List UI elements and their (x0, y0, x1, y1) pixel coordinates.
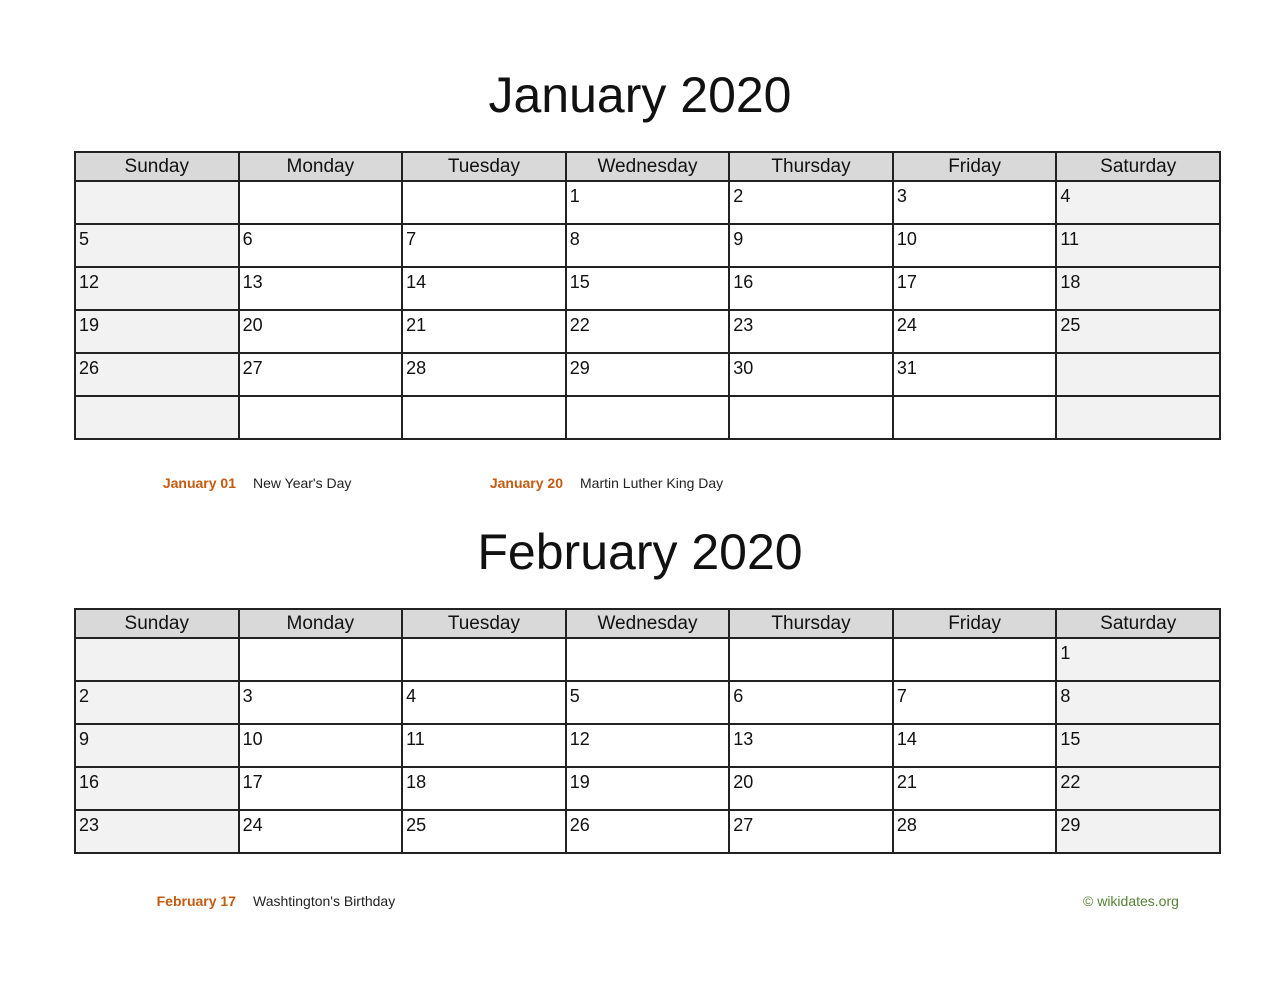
day-cell[interactable] (1056, 267, 1220, 310)
day-cell[interactable] (402, 310, 566, 353)
day-cell[interactable] (729, 638, 893, 681)
day-cell[interactable] (402, 767, 566, 810)
day-cell[interactable] (402, 638, 566, 681)
day-number: 15 (569, 272, 590, 292)
weekday-header-row (75, 609, 1220, 638)
day-number: 26 (569, 815, 590, 835)
day-cell[interactable] (402, 681, 566, 724)
day-cell[interactable] (75, 353, 239, 396)
january-holiday-list (0, 475, 1280, 495)
day-cell[interactable] (402, 724, 566, 767)
february-title: February 2020 (477, 524, 803, 580)
day-number: 6 (733, 686, 744, 706)
day-number: 7 (896, 686, 907, 706)
day-number: 22 (569, 315, 590, 335)
day-cell[interactable] (239, 681, 403, 724)
day-number: 14 (896, 729, 917, 749)
day-cell[interactable] (893, 681, 1057, 724)
day-cell[interactable] (893, 638, 1057, 681)
day-cell[interactable] (402, 224, 566, 267)
holiday-name: New Year's Day (253, 475, 352, 491)
day-cell[interactable] (402, 810, 566, 853)
week-row (75, 353, 1220, 396)
day-cell[interactable] (893, 310, 1057, 353)
day-cell[interactable] (1056, 396, 1220, 439)
weekday-header-thursday: Thursday (729, 609, 893, 638)
weekday-header-friday: Friday (893, 152, 1057, 181)
day-cell[interactable] (1056, 181, 1220, 224)
day-number (76, 182, 238, 187)
day-cell[interactable] (566, 724, 730, 767)
day-number: 13 (242, 272, 263, 292)
day-cell[interactable] (729, 810, 893, 853)
day-number (240, 639, 402, 644)
weekday-header-wednesday: Wednesday (566, 609, 730, 638)
day-number (894, 639, 1056, 644)
week-row (75, 267, 1220, 310)
day-number (240, 182, 402, 187)
week-row (75, 224, 1220, 267)
day-cell[interactable] (239, 767, 403, 810)
day-cell[interactable] (893, 181, 1057, 224)
day-number: 3 (896, 186, 907, 206)
holiday-date: January 20 (489, 475, 563, 491)
weekday-header-wednesday: Wednesday (566, 152, 730, 181)
weekday-header-saturday: Saturday (1056, 609, 1220, 638)
day-cell[interactable] (566, 767, 730, 810)
day-cell[interactable] (1056, 638, 1220, 681)
day-number: 8 (569, 229, 580, 249)
day-number: 31 (896, 358, 917, 378)
credit-link[interactable]: © wikidates.org (1083, 893, 1179, 909)
week-row (75, 767, 1220, 810)
day-cell[interactable] (75, 310, 239, 353)
day-cell[interactable] (239, 181, 403, 224)
day-cell[interactable] (729, 310, 893, 353)
day-number (894, 397, 1056, 402)
day-cell[interactable] (239, 638, 403, 681)
day-cell[interactable] (1056, 310, 1220, 353)
day-number (403, 397, 565, 402)
day-number: 28 (406, 358, 427, 378)
day-number: 25 (1060, 315, 1081, 335)
day-cell[interactable] (729, 724, 893, 767)
day-number: 9 (79, 729, 90, 749)
day-number: 11 (1060, 229, 1080, 249)
weekday-header-sunday: Sunday (75, 609, 239, 638)
day-number: 14 (406, 272, 427, 292)
day-number: 18 (1060, 272, 1081, 292)
day-cell[interactable] (75, 681, 239, 724)
day-number: 20 (733, 772, 754, 792)
day-cell[interactable] (893, 810, 1057, 853)
day-number: 16 (733, 272, 754, 292)
weekday-header-tuesday: Tuesday (402, 152, 566, 181)
weekday-header-friday: Friday (893, 609, 1057, 638)
day-cell[interactable] (75, 767, 239, 810)
day-cell[interactable] (893, 396, 1057, 439)
day-number: 9 (733, 229, 744, 249)
day-cell[interactable] (566, 396, 730, 439)
day-cell[interactable] (893, 724, 1057, 767)
january-title: January 2020 (488, 67, 792, 123)
day-cell[interactable] (893, 767, 1057, 810)
day-number: 7 (406, 229, 417, 249)
day-number: 19 (79, 315, 100, 335)
day-number: 27 (242, 358, 263, 378)
day-number: 11 (406, 729, 425, 749)
day-cell[interactable] (75, 724, 239, 767)
day-cell[interactable] (729, 353, 893, 396)
day-cell[interactable] (566, 810, 730, 853)
day-number (240, 397, 402, 402)
week-row (75, 396, 1220, 439)
day-number: 4 (406, 686, 417, 706)
weekday-header-monday: Monday (239, 152, 403, 181)
weekday-header-thursday: Thursday (729, 152, 893, 181)
day-cell[interactable] (729, 181, 893, 224)
day-number (567, 639, 729, 644)
february-calendar-grid (74, 608, 1221, 854)
day-number: 28 (896, 815, 917, 835)
day-number (1057, 354, 1219, 359)
day-number: 10 (242, 729, 263, 749)
day-cell[interactable] (75, 181, 239, 224)
day-number: 8 (1060, 686, 1071, 706)
day-cell[interactable] (566, 681, 730, 724)
day-number: 30 (733, 358, 754, 378)
day-number: 6 (242, 229, 253, 249)
day-number: 24 (896, 315, 917, 335)
day-cell[interactable] (239, 353, 403, 396)
day-cell[interactable] (566, 638, 730, 681)
week-row (75, 810, 1220, 853)
day-number: 16 (79, 772, 100, 792)
day-number: 22 (1060, 772, 1081, 792)
day-cell[interactable] (239, 724, 403, 767)
day-cell[interactable] (75, 810, 239, 853)
day-cell[interactable] (402, 267, 566, 310)
day-cell[interactable] (729, 681, 893, 724)
day-cell[interactable] (1056, 724, 1220, 767)
day-cell[interactable] (1056, 681, 1220, 724)
day-number: 23 (733, 315, 754, 335)
weekday-header-sunday: Sunday (75, 152, 239, 181)
holiday-date: February 17 (156, 893, 236, 909)
day-number: 3 (242, 686, 253, 706)
day-cell[interactable] (1056, 224, 1220, 267)
holiday-name: Martin Luther King Day (580, 475, 724, 491)
day-number: 18 (406, 772, 427, 792)
day-number: 20 (242, 315, 263, 335)
weekday-header-row (75, 152, 1220, 181)
day-number (76, 397, 238, 402)
day-cell[interactable] (75, 396, 239, 439)
day-number: 17 (242, 772, 263, 792)
day-cell[interactable] (893, 224, 1057, 267)
day-cell[interactable] (893, 353, 1057, 396)
holiday-date: January 01 (162, 475, 236, 491)
day-cell[interactable] (566, 310, 730, 353)
day-cell[interactable] (75, 267, 239, 310)
day-cell[interactable] (239, 267, 403, 310)
day-number: 1 (569, 186, 580, 206)
day-cell[interactable] (1056, 353, 1220, 396)
day-cell[interactable] (566, 353, 730, 396)
day-number: 2 (79, 686, 90, 706)
day-number: 10 (896, 229, 917, 249)
day-number: 21 (406, 315, 427, 335)
day-cell[interactable] (729, 767, 893, 810)
weekday-header-tuesday: Tuesday (402, 609, 566, 638)
day-number: 24 (242, 815, 263, 835)
day-number: 15 (1060, 729, 1081, 749)
day-number (730, 397, 892, 402)
day-cell[interactable] (75, 224, 239, 267)
day-number: 23 (79, 815, 100, 835)
day-number: 26 (79, 358, 100, 378)
day-number: 13 (733, 729, 754, 749)
day-cell[interactable] (566, 267, 730, 310)
day-number: 12 (79, 272, 100, 292)
day-number: 27 (733, 815, 754, 835)
day-cell[interactable] (402, 396, 566, 439)
day-number: 25 (406, 815, 427, 835)
week-row (75, 681, 1220, 724)
day-number: 29 (1060, 815, 1081, 835)
day-number: 29 (569, 358, 590, 378)
day-cell[interactable] (239, 810, 403, 853)
day-number: 5 (79, 229, 90, 249)
day-cell[interactable] (1056, 810, 1220, 853)
day-number (1057, 397, 1219, 402)
week-row (75, 181, 1220, 224)
day-cell[interactable] (729, 396, 893, 439)
day-number: 12 (569, 729, 590, 749)
week-row (75, 310, 1220, 353)
weekday-header-monday: Monday (239, 609, 403, 638)
day-number: 2 (733, 186, 744, 206)
week-row (75, 638, 1220, 681)
day-cell[interactable] (239, 224, 403, 267)
day-number (730, 639, 892, 644)
day-number: 19 (569, 772, 590, 792)
day-number: 5 (569, 686, 580, 706)
day-cell[interactable] (239, 396, 403, 439)
week-row (75, 724, 1220, 767)
day-cell[interactable] (729, 224, 893, 267)
day-cell[interactable] (402, 181, 566, 224)
day-cell[interactable] (893, 267, 1057, 310)
weekday-header-saturday: Saturday (1056, 152, 1220, 181)
holiday-name: Washtington's Birthday (253, 893, 396, 909)
day-number (403, 182, 565, 187)
day-cell[interactable] (239, 310, 403, 353)
january-calendar-grid (74, 151, 1221, 440)
day-cell[interactable] (729, 267, 893, 310)
day-cell[interactable] (566, 224, 730, 267)
day-cell[interactable] (402, 353, 566, 396)
day-number: 1 (1060, 643, 1071, 663)
day-cell[interactable] (75, 638, 239, 681)
day-cell[interactable] (1056, 767, 1220, 810)
day-number (76, 639, 238, 644)
day-number: 17 (896, 272, 917, 292)
day-number (567, 397, 729, 402)
day-number: 4 (1060, 186, 1071, 206)
day-number (403, 639, 565, 644)
day-cell[interactable] (566, 181, 730, 224)
day-number: 21 (896, 772, 917, 792)
